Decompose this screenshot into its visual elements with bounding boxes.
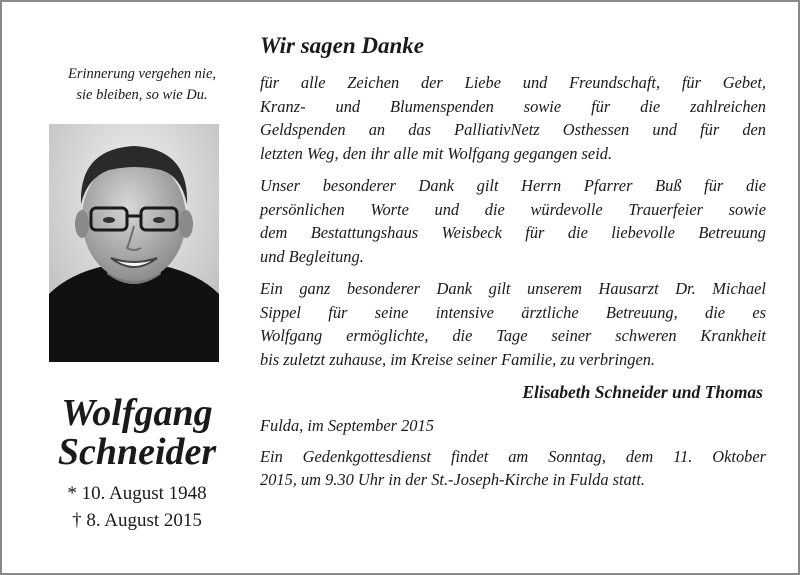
- text-line: Unser besonderer Dank gilt Herrn Pfarrer Buß für die: [260, 176, 766, 195]
- text-line: für alle Zeichen der Liebe und Freundschaft, für Gebet,: [260, 73, 766, 92]
- signature: Elisabeth Schneider und Thomas: [522, 382, 763, 402]
- text-line: Ein ganz besonderer Dank gilt unserem Hausarzt Dr. Michael: [260, 279, 766, 298]
- life-dates: [22, 480, 252, 534]
- paragraph-thanks: [260, 71, 766, 165]
- text-line: und Begleitung.: [260, 246, 364, 266]
- portrait-photo: [49, 124, 219, 362]
- text-line: Wolfgang ermöglichte, die Tage seiner schweren Krankheit: [260, 326, 766, 345]
- text-line: 2015, um 9.30 Uhr in der St.-Joseph-Kirche in Fulda statt.: [260, 470, 645, 489]
- birth-date: * 10. August 1948: [67, 483, 207, 504]
- last-name: Schneider: [57, 431, 217, 473]
- paragraph-doctor: [260, 277, 766, 371]
- death-date: † 8. August 2015: [72, 510, 202, 531]
- text-line: persönlichen Worte und die würdevolle Trauerfeier sowie: [260, 199, 766, 219]
- paragraph-pastor: [260, 174, 766, 268]
- text-line: Kranz- und Blumenspenden sowie für die zahlreichen: [260, 96, 766, 116]
- motto-line-1: Erinnerung vergehen nie,: [67, 66, 217, 82]
- motto-line-2: sie bleiben, so wie Du.: [76, 87, 208, 103]
- deceased-name: [22, 394, 252, 472]
- text-line: Sippel für seine intensive ärztliche Betreuung, die es: [260, 302, 766, 322]
- paragraph-service: [260, 445, 766, 492]
- place-date: Fulda, im September 2015: [260, 416, 434, 435]
- memorial-motto: [32, 64, 252, 106]
- first-name: Wolfgang: [61, 392, 213, 434]
- thank-you-text: [260, 32, 766, 501]
- text-line: dem Bestattungshaus Weisbeck für die liebevolle Betreuung: [260, 223, 766, 242]
- text-line: letzten Weg, den ihr alle mit Wolfgang gegangen seid.: [260, 143, 613, 163]
- text-line: Ein Gedenkgottesdienst findet am Sonntag, dem 11. Oktober: [260, 446, 766, 466]
- portrait-illustration: [49, 124, 219, 362]
- notice-heading: Wir sagen Danke: [260, 33, 424, 58]
- text-line: bis zuletzt zuhause, im Kreise seiner Familie, zu verbringen.: [260, 349, 656, 369]
- text-line: Geldspenden an das PalliativNetz Osthessen und für den: [260, 120, 766, 139]
